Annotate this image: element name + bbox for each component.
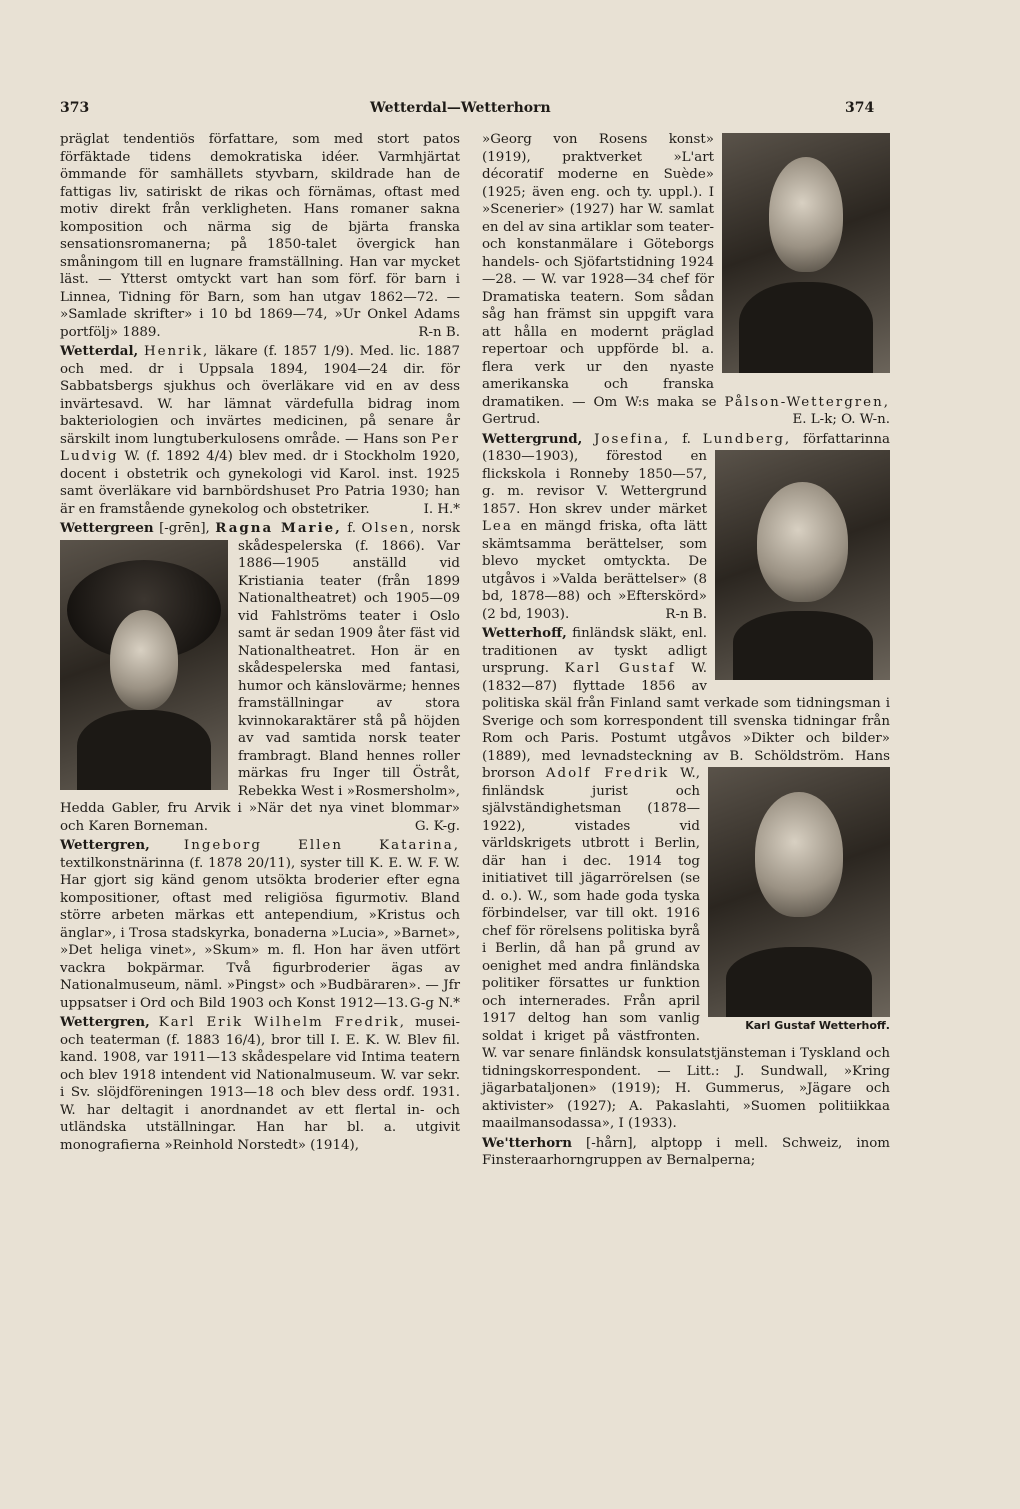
entry-wetterhoff: Wetterhoff, finländsk släkt, enl. traditionen av tyskt adligt ursprung. Karl Gustaf W. (1832—87) flyttade 1856 av politiska skäl från Finland samt verkade som tidningsman i Sverige och som korrespondent till svenska tidningar från Rom och Paris. Postumt utgåvos »Dikter och bilder» (1889), med levnadsteckning av B. Schöldström. Hans brorson Karl Gustaf Wetterhoff. Adolf Fredrik W., finländsk jurist och självständighetsman (1878—1922), vistades vid världskrigets utbrott i Berlin, där han i dec. 1914 tog initiativet till jägarrörelsen (se d. o.). W., som hade goda tyska förbindelser, var till okt. 1916 chef för rörelsens politiska byrå i Berlin, då han på grund av oenighet med andra finländska politiker försattes ur funktion och internerades. Från april 1917 deltog han som vanlig soldat i kriget på västfronten. W. var senare finländsk konsulatstjänsteman i Tyskland och tidningskorrespondent. — Litt.: J. Sundwall, »Kring jägarbataljonen» (1919); H. Gummerus, »Jägare och aktivister» (1927); A. Pakaslahti, »Suomen politiikkaa maailmansodassa», I (1933). <box>482 625 890 1131</box>
right-column <box>482 131 890 1170</box>
entry-wetterdal-henrik: Wetterdal, Henrik, läkare (f. 1857 1/9). Med. lic. 1887 och med. dr i Uppsala 1894, 1904—24 dir. för Sabbatsbergs sjukhus och överläkare vid en av dess invärtesavd. W. har lämnat värdefulla bidrag inom bakteriologien och invärtes medicinen, på senare år särskilt inom lungtuberkulosens område. — Hans son Per Ludvig W. (f. 1892 4/4) blev med. dr i Stockholm 1920, docent i obstetrik och gynekologi vid Karol. inst. 1925 samt överläkare vid barnbördshuset Pro Patria 1930; han är en framstående gynekolog och obstetriker. I. H.* <box>60 343 460 517</box>
entry-wettergren-ingeborg: Wettergren, Ingeborg Ellen Katarina, textilkonstnärinna (f. 1878 20/11), syster till K. E. W. F. W. Har gjort sig känd genom utsökta broderier efter egna kompositioner, oftast med religiösa figurmotiv. Bland större arbeten märkas ett antependium, »Kristus och änglar», i Trosa stadskyrka, bonaderna »Lucia», »Barnet», »Det heliga vinet», »Skum» m. fl. Hon har även utfört vackra bokpärmar. Två figurbroderier ägas av Nationalmuseum, näml. »Pingst» och »Budbäraren». — Jfr uppsatser i Ord och Bild 1903 och Konst 1912—13. G-g N.* <box>60 837 460 1011</box>
entry-wettergreen-ragna: Wettergreen [-grēn], Ragna Marie, f. Olsen, norsk skådespelerska (f. 1866). Var 1886—1905 anställd vid Kristiania teater (från 1899 Nationaltheatret) och 1905—09 vid Fahlströms teater i Oslo samt är sedan 1909 åter fäst vid Nationaltheatret. Hon är en skådespelerska med fantasi, humor och känslovärme; hennes framställningar av stora kvinnokaraktärer stå på höjden av vad samtida norsk teater frambragt. Bland hennes roller märkas fru Inger till Östråt, Rebekka West i »Rosmersholm», Hedda Gabler, fru Arvik i »När det nya vinet blommar» och Karen Borneman. G. K-g. <box>60 520 460 834</box>
entry-wettergrund-josefina: Wettergrund, Josefina, f. Lundberg, författarinna (1830—1903), förestod en flickskola i Ronneby 1850—57, g. m. revisor V. Wettergrund 1857. Hon skrev under märket Lea en mängd friska, ofta lätt skämtsamma berättelser, som blevo mycket omtyckta. De utgåvos i »Valda berättelser» (8 bd, 1878—88) och »Efterskörd» (2 bd, 1903). R-n B. <box>482 431 890 624</box>
running-head: Wetterdal—Wetterhorn <box>370 100 551 116</box>
left-column <box>60 131 460 1154</box>
page-number-right: 374 <box>845 100 875 116</box>
portrait-ragna-wettergreen <box>60 540 228 790</box>
portrait-figure-wetterhoff <box>708 767 890 1039</box>
portrait-erik-wettergren <box>722 133 890 373</box>
wetterdal-continued: präglat tendentiös författare, som med stort patos förfäktade tidens demokratiska idéer. Varmhjärtat ömmande för samhällets styvbarn, skildrade han de fattigas liv, satiriskt de rikas och förnämas, oftast med motiv direkt från verkligheten. Hans romaner sakna komposition och närma sig de bjärta franska sensationsromanerna; på 1850-talet övergick han småningom till en lugnare framställning. Han var mycket läst. — Ytterst omtyckt vart han som förf. för barn i Linnea, Tidning för Barn, som han utgav 1862—72. — »Samlade skrifter» i 10 bd 1869—74, »Ur Onkel Adams portfölj» 1889. R-n B. <box>60 132 460 340</box>
entry-wettergren-karl-erik: Wettergren, Karl Erik Wilhelm Fredrik, musei- och teaterman (f. 1883 16/4), bror till I. E. K. W. Blev fil. kand. 1908, var 1911—13 skådespelare vid Intima teatern och blev 1918 intendent vid Nationalmuseum. W. var sekr. i Sv. slöjdföreningen 1913—18 och blev dess ordf. 1931. W. har deltagit i anordnandet av ett flertal in- och utländska utställningar. Han har bl. a. utgivit monografierna »Reinhold Norstedt» (1914), <box>60 1014 460 1153</box>
portrait-karl-gustaf-wetterhoff <box>708 767 890 1017</box>
portrait-caption: Karl Gustaf Wetterhoff. <box>745 1019 890 1032</box>
page-number-left: 373 <box>60 100 90 116</box>
wettergren-continued: »Georg von Rosens konst» (1919), praktverket »L'art décoratif moderne en Suède» (1925; även eng. och ty. uppl.). I »Scenerier» (1927) har W. samlat en del av sina artiklar som teater- och konstanmälare i Göteborgs handels- och Sjöfartstidning 1924—28. — W. var 1928—34 chef för Dramatiska teatern. Som sådan såg han främst sin uppgift vara att hålla en modernt präglad repertoar och uppförde bl. a. flera verk ur den nyaste amerikanska och franska dramatiken. — Om W:s maka se Pålson-Wettergren, Gertrud. E. L-k; O. W-n. <box>482 132 890 427</box>
portrait-josefina-wettergrund <box>715 450 890 680</box>
entry-wetterhorn: We'tterhorn [-hårn], alptopp i mell. Schweiz, inom Finsteraarhorngruppen av Bernalperna; <box>482 1134 890 1168</box>
